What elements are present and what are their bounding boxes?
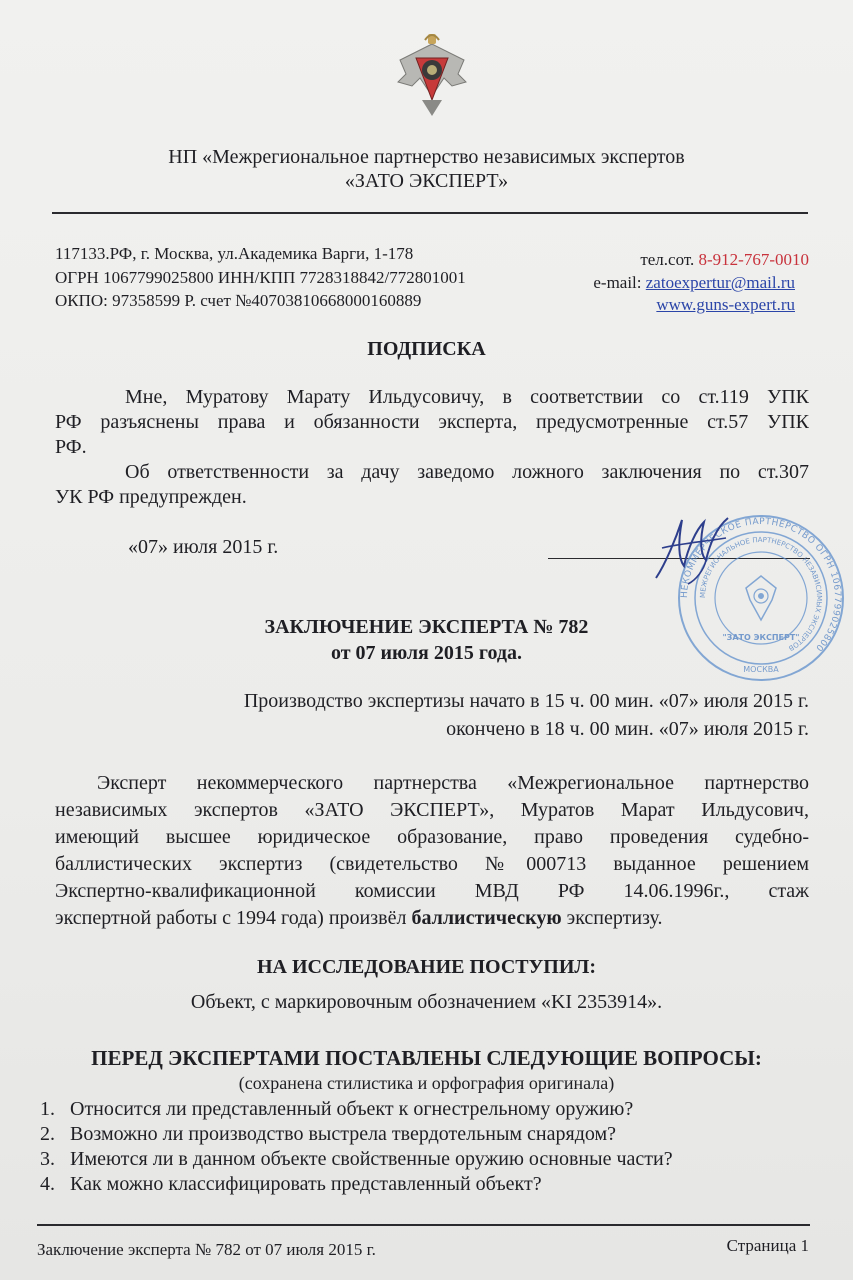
- paragraph-line: РФ.: [55, 436, 87, 458]
- list-number: 3.: [40, 1148, 55, 1170]
- expertise-started: Производство экспертизы начато в 15 ч. 00 мин. «07» июля 2015 г.: [243, 690, 809, 712]
- stamp-inner-text: МЕЖРЕГИОНАЛЬНОЕ ПАРТНЕРСТВО НЕЗАВИСИМЫХ ЭКСПЕРТОВ: [698, 535, 824, 653]
- received-title: НА ИССЛЕДОВАНИЕ ПОСТУПИЛ:: [257, 956, 596, 978]
- list-item: [40, 1122, 673, 1147]
- expert-paragraph: [55, 770, 809, 932]
- stamp-outer-text: НЕКОММЕРЧЕСКОЕ ПАРТНЕРСТВО ОГРН 1067799025800: [679, 516, 843, 653]
- conclusion-date: от 07 июля 2015 года.: [330, 642, 523, 664]
- stamp-emblem-icon: [746, 576, 776, 620]
- address-line: 117133.РФ, г. Москва, ул.Академика Варги, 1-178: [55, 244, 414, 263]
- conclusion-title: ЗАКЛЮЧЕНИЕ ЭКСПЕРТА № 782: [264, 616, 589, 638]
- list-text: Имеются ли в данном объекте свойственные оружию основные части?: [70, 1148, 673, 1170]
- paragraph-text: экспертной работы с 1994 года) произвёл: [55, 907, 412, 929]
- paragraph-line: РФ разъяснены права и обязанности эксперта, предусмотренные ст.57 УПК: [55, 411, 809, 433]
- bank-account-line: ОКПО: 97358599 Р. счет №40703810668000160889: [55, 291, 422, 310]
- list-number: 1.: [40, 1098, 55, 1120]
- email-link[interactable]: zatoexpertur@mail.ru: [645, 273, 795, 292]
- subscription-paragraph-2: [55, 460, 809, 510]
- paragraph-line: Мне, Муратову Марату Ильдусовичу, в соответствии со ст.119 УПК: [125, 386, 809, 408]
- paragraph-text: экспертизу.: [561, 907, 663, 929]
- stamp-name: "ЗАТО ЭКСПЕРТ": [722, 633, 800, 642]
- paragraph-line-final: [55, 905, 809, 932]
- list-number: 2.: [40, 1123, 55, 1145]
- expertise-finished: окончено в 18 ч. 00 мин. «07» июля 2015 г.: [446, 718, 809, 740]
- paragraph-line: УК РФ предупрежден.: [55, 486, 247, 508]
- registration-line: ОГРН 1067799025800 ИНН/КПП 7728318842/772801001: [55, 268, 466, 287]
- stamp-city: МОСКВА: [743, 665, 779, 674]
- subscription-date: «07» июля 2015 г.: [128, 536, 279, 558]
- page-number: Страница 1: [726, 1236, 809, 1255]
- subscription-paragraph-1: [55, 385, 809, 460]
- list-item: [40, 1097, 673, 1122]
- list-text: Как можно классифицировать представленный объект?: [70, 1173, 542, 1195]
- email-label: e-mail:: [593, 273, 642, 292]
- organization-name-line: НП «Межрегиональное партнерство независимых экспертов: [168, 146, 685, 168]
- organization-short-name: «ЗАТО ЭКСПЕРТ»: [344, 170, 509, 192]
- organization-emblem-icon: [392, 30, 472, 120]
- paragraph-line: Об ответственности за дачу заведомо ложного заключения по ст.307: [125, 461, 809, 483]
- questions-note: (сохранена стилистика и орфография оригинала): [238, 1073, 615, 1093]
- header-divider: [52, 212, 808, 214]
- list-item: [40, 1147, 673, 1172]
- list-text: Относится ли представленный объект к огнестрельному оружию?: [70, 1098, 634, 1120]
- paragraph-line: имеющий высшее юридическое образование, право проведения судебно-: [55, 826, 809, 848]
- questions-title: ПЕРЕД ЭКСПЕРТАМИ ПОСТАВЛЕНЫ СЛЕДУЮЩИЕ ВОПРОСЫ:: [91, 1046, 762, 1070]
- received-object: Объект, с маркировочным обозначением «KI 2353914».: [190, 991, 663, 1013]
- subscription-title: ПОДПИСКА: [367, 338, 486, 360]
- footer-divider: [37, 1224, 810, 1226]
- expert-signature: [648, 508, 734, 588]
- paragraph-line: баллистических экспертиз (свидетельство №000713 выданное решением: [55, 853, 809, 875]
- questions-list: [40, 1097, 673, 1197]
- paragraph-line: Экспертно-квалификационной комиссии МВД РФ 14.06.1996г., стаж: [55, 880, 809, 902]
- paragraph-bold-text: баллистическую: [411, 907, 562, 929]
- website-link[interactable]: www.guns-expert.ru: [656, 295, 795, 314]
- phone-label: тел.сот.: [640, 250, 695, 269]
- email-contact: [593, 273, 795, 293]
- phone-number: 8-912-767-0010: [698, 250, 809, 269]
- paragraph-line: Эксперт некоммерческого партнерства «Межрегиональное партнерство: [97, 772, 809, 794]
- phone-contact: [640, 250, 809, 270]
- list-number: 4.: [40, 1173, 55, 1195]
- paragraph-line: независимых экспертов «ЗАТО ЭКСПЕРТ», Муратов Марат Ильдусович,: [55, 799, 809, 821]
- list-item: [40, 1172, 673, 1197]
- footer-document-ref: Заключение эксперта № 782 от 07 июля 2015 г.: [37, 1240, 376, 1259]
- list-text: Возможно ли производство выстрела твердотельным снарядом?: [70, 1123, 617, 1145]
